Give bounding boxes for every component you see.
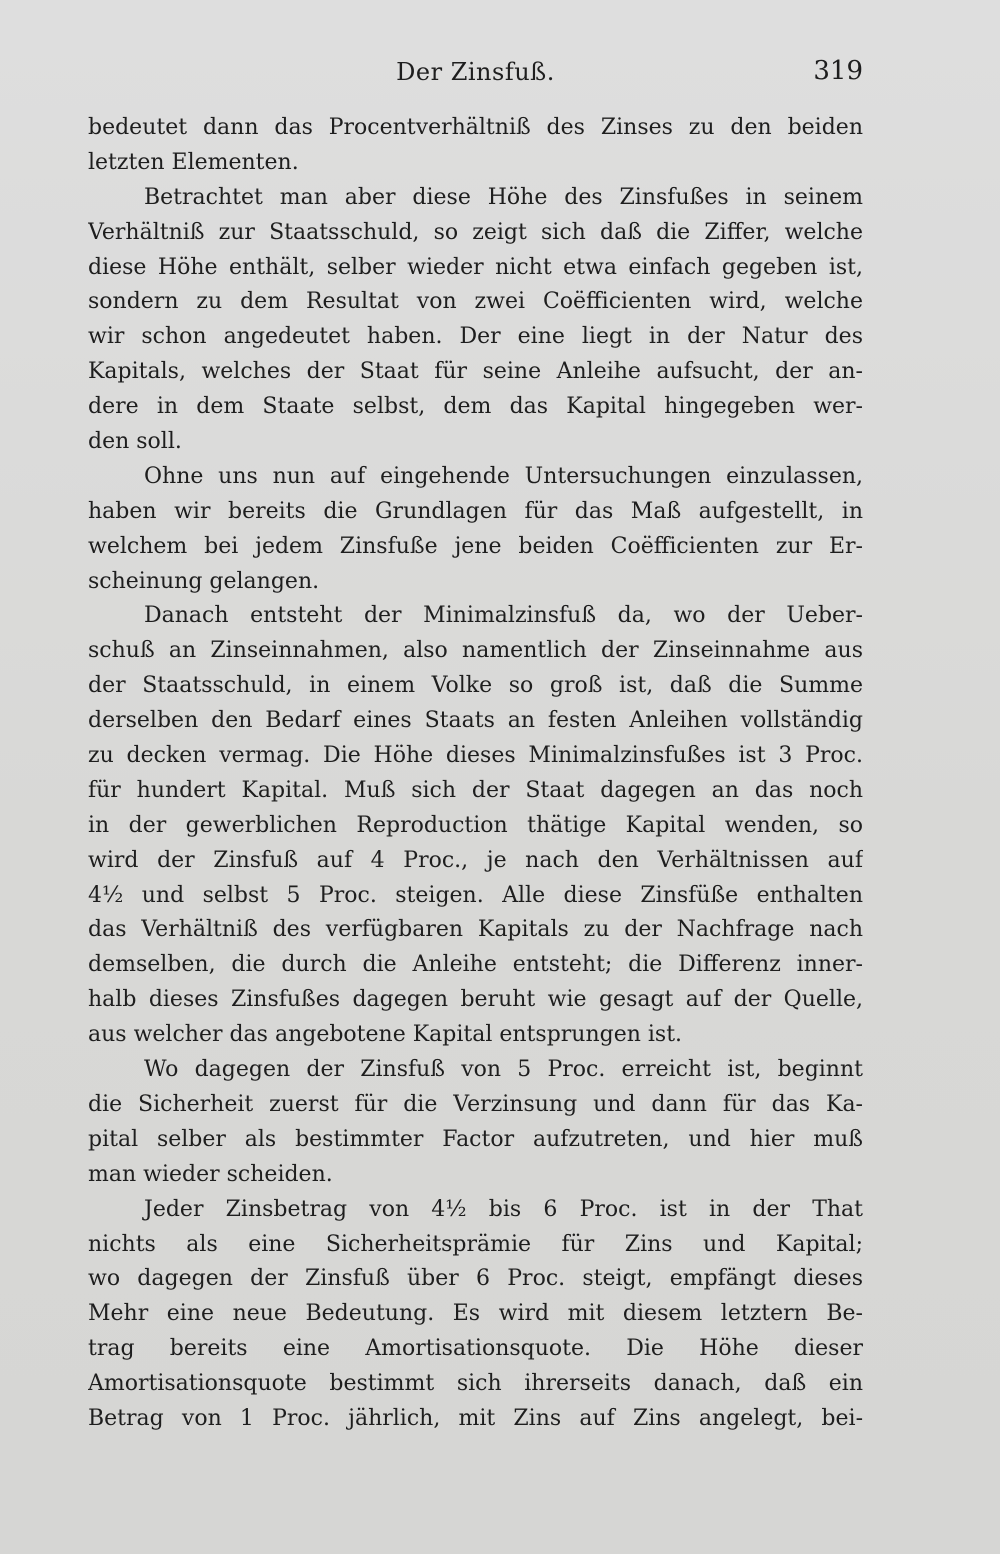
running-head [88,54,863,90]
body-text [88,111,863,1437]
text-line: diese Höhe enthält, selber wieder nicht etwa einfach gegeben ist, [88,254,863,280]
text-line: sondern zu dem Resultat von zwei Coëfficienten wird, welche [88,289,863,315]
text-line: die Sicherheit zuerst für die Verzinsung und dann für das Ka- [88,1091,863,1117]
paragraph-2 [88,181,863,460]
text-line: man wieder scheiden. [88,1161,333,1187]
paragraph-4 [88,599,863,1053]
paragraph-3 [88,460,863,600]
paragraph-1 [88,111,863,181]
text-line: welchem bei jedem Zinsfuße jene beiden Coëfficienten zur Er- [88,533,863,559]
text-line: pital selber als bestimmter Factor aufzutreten, und hier muß [88,1126,863,1152]
text-line: für hundert Kapital. Muß sich der Staat dagegen an das noch [88,777,863,803]
text-line: zu decken vermag. Die Höhe dieses Minimalzinsfußes ist 3 Proc. [88,743,863,769]
text-line: bedeutet dann das Procentverhältniß des Zinses zu den beiden [88,115,863,140]
text-line: Kapitals, welches der Staat für seine Anleihe aufsucht, der an- [88,359,863,385]
paragraph-5 [88,1053,863,1193]
paragraph-6 [88,1193,863,1437]
text-line: nichts als eine Sicherheitsprämie für Zins und Kapital; [88,1231,863,1257]
text-line: dere in dem Staate selbst, dem das Kapital hingegeben wer- [88,394,863,420]
text-line: den soll. [88,429,182,455]
text-line: aus welcher das angebotene Kapital entsprungen ist. [88,1022,683,1048]
text-line: in der gewerblichen Reproduction thätige Kapital wenden, so [88,812,863,838]
text-line: Wo dagegen der Zinsfuß von 5 Proc. erreicht ist, beginnt [144,1057,863,1083]
running-title: Der Zinsfuß. [396,58,555,86]
text-line: Ohne uns nun auf eingehende Untersuchungen einzulassen, [144,463,863,489]
text-line: das Verhältniß des verfügbaren Kapitals zu der Nachfrage nach [88,917,863,943]
text-line: wo dagegen der Zinsfuß über 6 Proc. steigt, empfängt dieses [88,1266,863,1292]
text-line: Amortisationsquote bestimmt sich ihrerseits danach, daß ein [88,1371,863,1397]
text-line: Verhältniß zur Staatsschuld, so zeigt sich daß die Ziffer, welche [88,219,863,245]
text-line: haben wir bereits die Grundlagen für das Maß aufgestellt, in [88,498,863,524]
text-line: Betrag von 1 Proc. jährlich, mit Zins auf Zins angelegt, bei- [88,1405,863,1431]
text-line: Betrachtet man aber diese Höhe des Zinsfußes in seinem [144,184,863,210]
text-line: Mehr eine neue Bedeutung. Es wird mit diesem letztern Be- [88,1301,863,1327]
text-line: demselben, die durch die Anleihe entsteht; die Differenz inner- [88,952,863,978]
text-line: halb dieses Zinsfußes dagegen beruht wie gesagt auf der Quelle, [88,987,863,1013]
text-line: schuß an Zinseinnahmen, also namentlich der Zinseinnahme aus [88,638,863,664]
text-line: Jeder Zinsbetrag von 4½ bis 6 Proc. ist in der That [144,1196,863,1222]
text-line: wir schon angedeutet haben. Der eine liegt in der Natur des [88,324,863,350]
text-line: der Staatsschuld, in einem Volke so groß ist, daß die Summe [88,673,863,699]
text-line: wird der Zinsfuß auf 4 Proc., je nach den Verhältnissen auf [88,847,863,873]
text-line: 4½ und selbst 5 Proc. steigen. Alle diese Zinsfüße enthalten [88,882,863,908]
page-number: 319 [813,56,863,86]
text-line: trag bereits eine Amortisationsquote. Die Höhe dieser [88,1336,863,1362]
text-line: scheinung gelangen. [88,568,320,594]
text-line: derselben den Bedarf eines Staats an festen Anleihen vollständig [88,708,863,734]
text-line: letzten Elementen. [88,149,299,175]
text-line: Danach entsteht der Minimalzinsfuß da, wo der Ueber- [144,603,863,629]
